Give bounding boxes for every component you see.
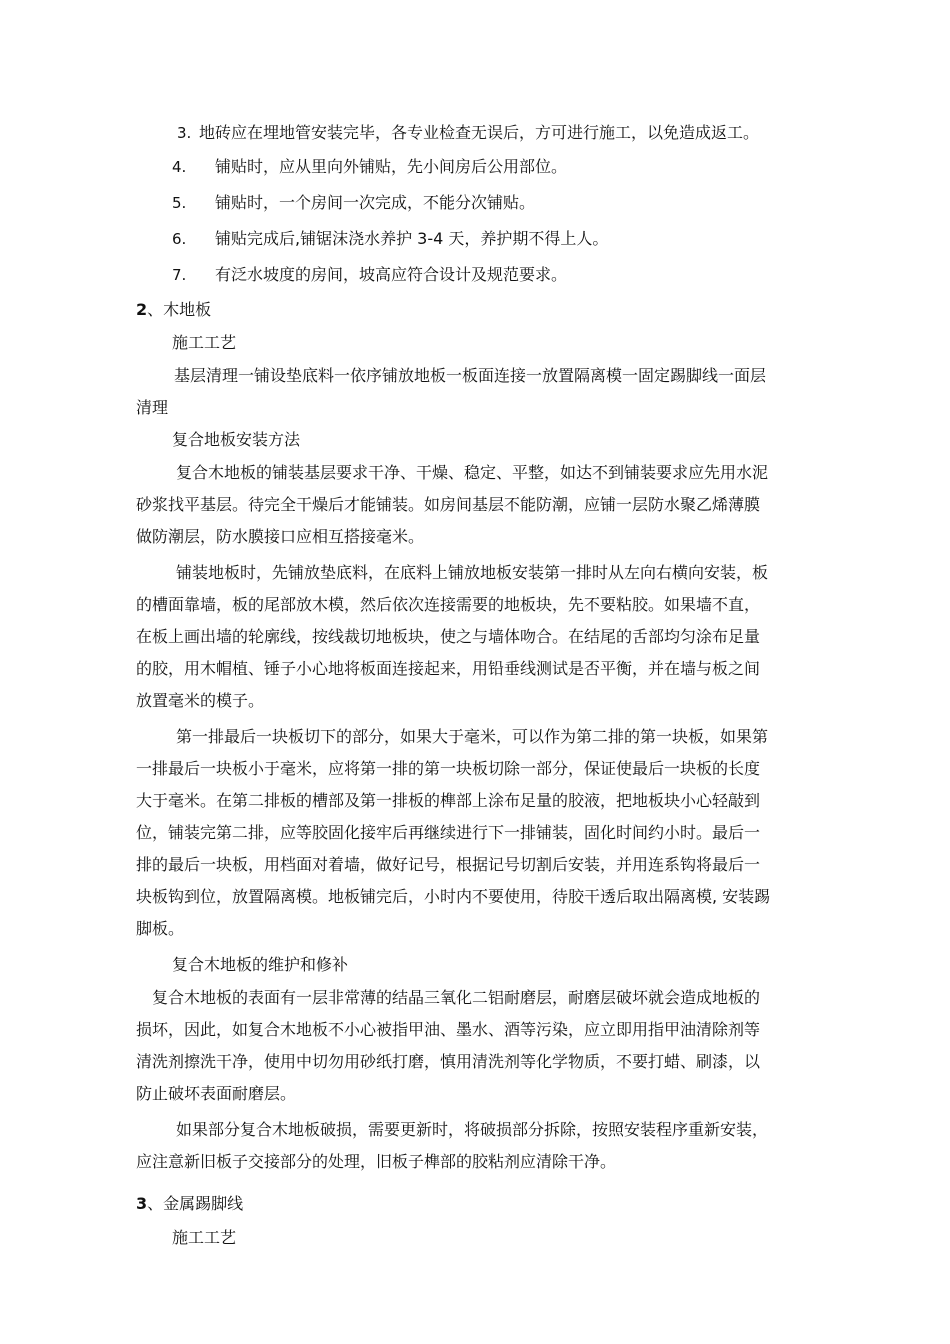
paragraph-line: 复合木地板的表面有一层非常薄的结晶三氧化二铝耐磨层，耐磨层破坏就会造成地板的 [152,988,761,1007]
paragraph-line: 砂浆找平基层。待完全干燥后才能铺装。如房间基层不能防潮，应铺一层防水聚乙烯薄膜 [136,495,761,514]
paragraph-line: 脚板。 [136,919,185,938]
paragraph-line: 铺装地板时，先铺放垫底料，在底料上铺放地板安装第一排时从左向右横向安装，板 [176,563,769,582]
section-heading [136,1194,243,1214]
paragraph-line: 的槽面靠墙，板的尾部放木模，然后依次连接需要的地板块，先不要粘胶。如果墙不直， [136,595,761,614]
list-item-text: 地砖应在埋地管安装完毕，各专业检查无误后，方可进行施工，以免造成返工。 [199,123,760,142]
paragraph-line: 基层清理一铺设垫底料一依序铺放地板一板面连接一放置隔离模一固定踢脚线一面层 [174,366,767,385]
subheading: 复合地板安装方法 [172,430,301,449]
section-number: 2 [136,300,148,319]
paragraph-line: 排的最后一块板，用档面对着墙，做好记号，根据记号切割后安装，并用连系钩将最后一 [136,855,761,874]
list-item-number: 6. [172,230,187,248]
section-heading [136,300,211,320]
paragraph-line: 应注意新旧板子交接部分的处理，旧板子榫部的胶粘剂应清除干净。 [136,1152,617,1171]
list-item-text: 铺贴时，一个房间一次完成，不能分次铺贴。 [215,193,536,212]
paragraph-line: 防止破坏表面耐磨层。 [136,1084,297,1103]
paragraph-line: 清理 [136,398,169,417]
paragraph-line: 大于毫米。在第二排板的槽部及第一排板的榫部上涂布足量的胶液，把地板块小心轻敲到 [136,791,761,810]
section-number: 3 [136,1194,148,1213]
paragraph-line: 如果部分复合木地板破损，需要更新时，将破损部分拆除，按照安装程序重新安装， [176,1120,769,1139]
list-item-number: 7. [172,266,187,284]
paragraph-line: 在板上画出墙的轮廓线，按线裁切地板块，使之与墙体吻合。在结尾的舌部均匀涂布足量 [136,627,761,646]
list-item-text: 有泛水坡度的房间，坡高应符合设计及规范要求。 [215,265,568,284]
subheading: 施工工艺 [172,1228,237,1247]
paragraph-line: 放置毫米的模子。 [136,691,265,710]
paragraph-line: 的胶，用木帽植、锤子小心地将板面连接起来，用铅垂线测试是否平衡，并在墙与板之间 [136,659,761,678]
list-item-number: 4. [172,158,187,176]
list-item-number: 5. [172,194,187,212]
paragraph-line: 清洗剂擦洗干净，使用中切勿用砂纸打磨，慎用清洗剂等化学物质，不要打蜡、刷漆，以 [136,1052,761,1071]
subheading: 施工工艺 [172,333,237,352]
list-item-text: 铺贴时，应从里向外铺贴，先小间房后公用部位。 [215,157,568,176]
list-item-text: 铺贴完成后,铺锯沫浇水养护 3-4 天，养护期不得上人。 [215,229,609,248]
paragraph-line: 一排最后一块板小于毫米，应将第一排的第一块板切除一部分，保证使最后一块板的长度 [136,759,761,778]
paragraph-line: 做防潮层，防水膜接口应相互搭接毫米。 [136,527,425,546]
section-title: 、木地板 [147,300,212,319]
paragraph-line: 损坏，因此，如复合木地板不小心被指甲油、墨水、酒等污染，应立即用指甲油清除剂等 [136,1020,761,1039]
list-item-number: 3. [177,124,192,142]
paragraph-line: 块板钩到位，放置隔离模。地板铺完后，小时内不要使用，待胶干透后取出隔离模, 安装踢 [136,887,771,906]
subheading: 复合木地板的维护和修补 [172,955,349,974]
paragraph-line: 第一排最后一块板切下的部分，如果大于毫米，可以作为第二排的第一块板，如果第 [176,727,769,746]
paragraph-line: 位，铺装完第二排，应等胶固化接牢后再继续进行下一排铺装，固化时间约小时。最后一 [136,823,761,842]
section-title: 、金属踢脚线 [147,1194,244,1213]
paragraph-line: 复合木地板的铺装基层要求干净、干燥、稳定、平整，如达不到铺装要求应先用水泥 [176,463,769,482]
